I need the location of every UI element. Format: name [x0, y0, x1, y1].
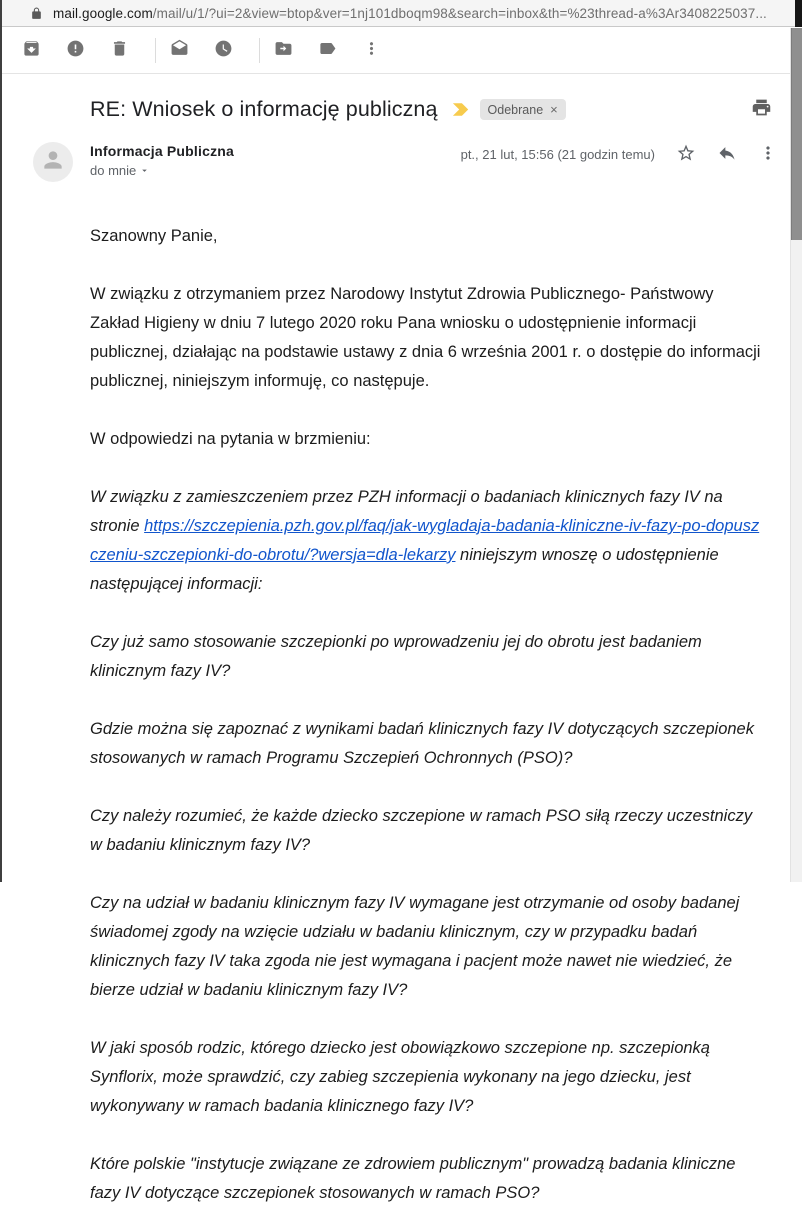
report-spam-icon — [66, 39, 85, 61]
move-to-button[interactable] — [273, 40, 293, 60]
url-host: mail.google.com — [53, 5, 153, 21]
sender-row — [33, 142, 778, 182]
reply-icon — [717, 143, 737, 166]
body-question: Które polskie "instytucje związane ze zdrowiem publicznym" prowadzą badania kliniczne fazy IV dotyczące szczepionek stosowanych w ramach PSO? — [90, 1155, 736, 1202]
body-question: Gdzie można się zapoznać z wynikami badań klinicznych fazy IV dotyczących szczepionek stosowanych w ramach Programu Szczepień Ochronnych (PSO)? — [90, 720, 754, 767]
star-icon — [676, 143, 696, 166]
quote-post: niniejszym wnoszę o udostępnienie następującej informacji: — [90, 546, 719, 593]
address-bar[interactable] — [2, 0, 802, 27]
archive-button[interactable] — [21, 40, 41, 60]
more-button[interactable] — [361, 40, 381, 60]
toolbar-divider — [259, 38, 260, 63]
report-spam-button[interactable] — [65, 40, 85, 60]
chevron-down-icon — [139, 165, 150, 176]
body-question: Czy już samo stosowanie szczepionki po wprowadzeniu jej do obrotu jest badaniem klinicznym fazy IV? — [90, 633, 702, 680]
reply-button[interactable] — [717, 144, 737, 164]
recipient-dropdown[interactable] — [90, 163, 150, 178]
delete-button[interactable] — [109, 40, 129, 60]
email-subject: RE: Wniosek o informację publiczną — [90, 97, 438, 121]
message-more-button[interactable] — [758, 144, 778, 164]
print-button[interactable] — [750, 97, 772, 119]
label-chip-text: Odebrane — [487, 102, 544, 117]
star-button[interactable] — [676, 144, 696, 164]
body-quote-intro — [90, 483, 764, 599]
body-greeting: Szanowny Panie, — [90, 227, 218, 245]
body-response-intro: W odpowiedzi na pytania w brzmieniu: — [90, 430, 371, 448]
label-chip-close-icon[interactable]: × — [550, 102, 558, 117]
more-vert-icon — [758, 143, 778, 166]
url-text — [53, 6, 767, 21]
quote-pre: W związku z zamieszczeniem przez PZH informacji o badaniach klinicznych fazy IV na stronie — [90, 488, 723, 535]
printer-icon — [751, 106, 772, 121]
window-corner — [795, 0, 802, 27]
body-link[interactable]: https://szczepienia.pzh.gov.pl/faq/jak-wygladaja-badania-kliniczne-iv-fazy-po-dopuszczeniu-szczepionki-do-obrotu/?wersja=dla-lekarzy — [90, 517, 760, 564]
person-icon — [40, 147, 66, 178]
scrollbar-track[interactable] — [790, 28, 802, 882]
toolbar-divider — [155, 38, 156, 63]
email-toolbar — [2, 27, 802, 74]
snooze-button[interactable] — [213, 40, 233, 60]
email-body — [90, 222, 764, 1208]
delete-icon — [110, 39, 129, 61]
avatar[interactable] — [33, 142, 73, 182]
body-question: W jaki sposób rodzic, którego dziecko jest obowiązkowo szczepione np. szczepionką Synflorix, może sprawdzić, czy zabieg szczepienia wykonany na jego dziecku, jest wykonywany w ramach badania klinicznego fazy IV? — [90, 1039, 710, 1115]
archive-icon — [22, 39, 41, 61]
scrollbar-thumb[interactable] — [791, 28, 802, 240]
body-intro: W związku z otrzymaniem przez Narodowy Instytut Zdrowia Publicznego- Państwowy Zakład Higieny w dniu 7 lutego 2020 roku Pana wniosku o udostępnienie informacji publicznej, działając na podstawie ustawy z dnia 6 września 2001 r. o dostępie do informacji publicznej, niniejszym informuję, co następuje. — [90, 285, 761, 390]
mark-read-button[interactable] — [169, 40, 189, 60]
label-icon — [318, 39, 337, 61]
subject-row — [90, 97, 742, 122]
body-question: Czy na udział w badaniu klinicznym fazy IV wymagane jest otrzymanie od osoby badanej świadomej zgody na wzięcie udziału w badaniu klinicznym, czy w przypadku badań klinicznych fazy IV taka zgoda nie jest wymagana i pacjent może nawet nie wiedzieć, że bierze udział w badaniu klinicznym fazy IV? — [90, 894, 740, 999]
label-button[interactable] — [317, 40, 337, 60]
timestamp: pt., 21 lut, 15:56 (21 godzin temu) — [460, 146, 655, 162]
mark-read-icon — [170, 39, 189, 61]
message-meta — [461, 142, 778, 164]
sender-name: Informacja Publiczna — [90, 143, 235, 159]
move-to-icon — [274, 39, 293, 61]
label-chip-odebrane[interactable] — [480, 99, 566, 120]
recipient-label: do mnie — [90, 163, 137, 178]
more-vert-icon — [362, 39, 381, 61]
lock-icon[interactable] — [30, 7, 43, 20]
body-question: Czy należy rozumieć, że każde dziecko szczepione w ramach PSO siłą rzeczy uczestniczy w badaniu klinicznym fazy IV? — [90, 807, 753, 854]
snooze-icon — [214, 39, 233, 61]
url-path: /mail/u/1/?ui=2&view=btop&ver=1nj101dboqm98&search=inbox&th=%23thread-a%3Ar3408225037... — [152, 5, 767, 21]
importance-marker-icon[interactable] — [452, 102, 470, 117]
sender-info — [90, 142, 461, 180]
